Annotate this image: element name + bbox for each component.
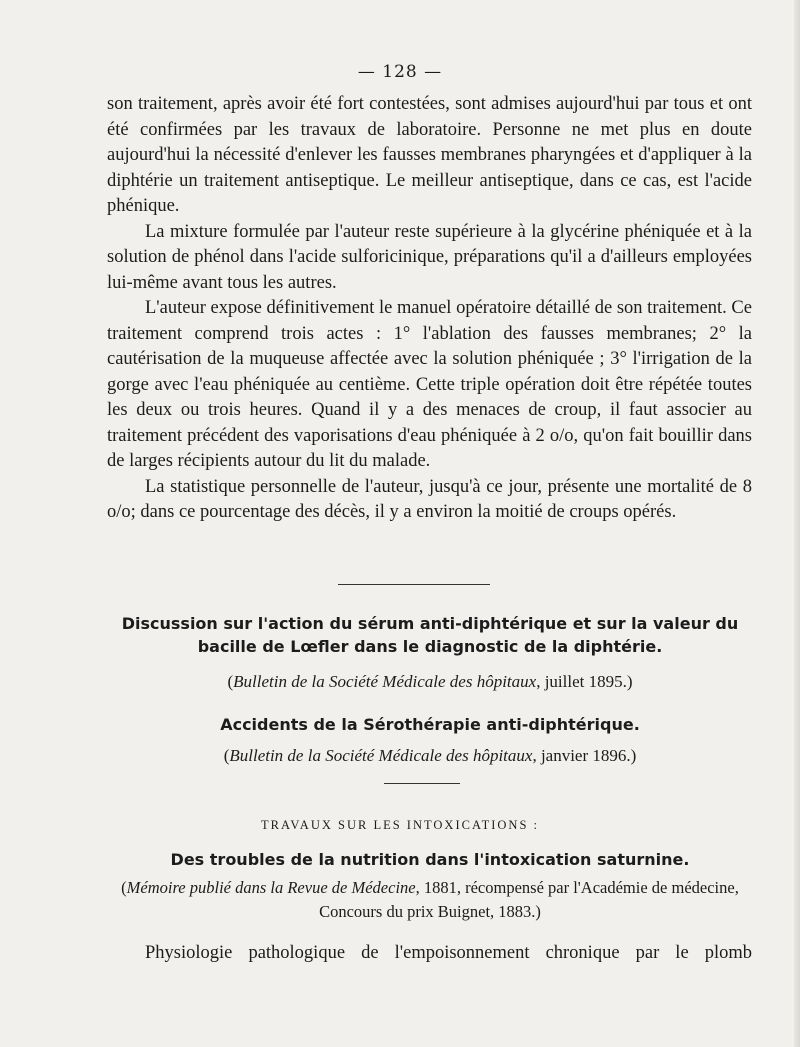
ref-paren: ( <box>227 672 234 691</box>
ref-journal: Bulletin de la Société Médicale des hôpitaux <box>229 746 533 765</box>
ref-details: , 1881, récompensé par l'Académie de médecine, <box>415 878 739 897</box>
section-divider <box>384 783 460 784</box>
entry-reference <box>100 876 760 900</box>
section-heading: TRAVAUX SUR LES INTOXICATIONS : <box>261 818 539 832</box>
paragraph-continued: son traitement, après avoir été fort contestées, sont admises aujourd'hui par tous et ont été confirmées par les travaux de laboratoire. Personne ne met plus en doute aujourd'hui la nécessité d'enlever les fausses membranes pharyngées et d'appliquer à la diphtérie un traitement antiseptique. Le meilleur antiseptique, dans ce cas, est l'acide phénique. <box>107 94 752 216</box>
ref-date: , janvier 1896.) <box>532 746 637 765</box>
ref-paren: ( <box>121 878 127 897</box>
publication-reference <box>100 744 760 768</box>
page-number: — 128 — <box>357 62 443 82</box>
entry-title: Des troubles de la nutrition dans l'intoxication saturnine. <box>170 850 690 869</box>
publication-reference <box>100 670 760 694</box>
ref-journal: Bulletin de la Société Médicale des hôpitaux <box>233 672 537 691</box>
closing-line: Physiologie pathologique de l'empoisonnement chronique par le plomb <box>145 943 752 963</box>
ref-paren: ( <box>223 746 230 765</box>
ref-journal: Mémoire publié dans la Revue de Médecine <box>126 878 416 897</box>
entry-reference-line2: Concours du prix Buignet, 1883.) <box>319 902 541 921</box>
main-text <box>107 92 752 526</box>
ref-date: , juillet 1895.) <box>536 672 633 691</box>
paragraph-statistics: La statistique personnelle de l'auteur, jusqu'à ce jour, présente une mortalité de 8 o/o; dans ce pourcentage des décès, il y a environ la moitié de croups opérés. <box>107 476 752 522</box>
publication-title: Discussion sur l'action du sérum anti-diphtérique et sur la valeur du bacille de Lœfler dans le diagnostic de la diphtérie. <box>121 614 739 656</box>
paragraph-mixture: La mixture formulée par l'auteur reste supérieure à la glycérine phéniquée et à la solution de phénol dans l'acide sulforicinique, préparations qu'il a d'ailleurs employées lui-même avant tous les autres. <box>107 221 752 293</box>
section-divider <box>338 584 490 585</box>
publication-title: Accidents de la Sérothérapie anti-diphtérique. <box>220 715 640 734</box>
scan-edge <box>794 0 800 1047</box>
paragraph-procedure: L'auteur expose définitivement le manuel opératoire détaillé de son traitement. Ce traitement comprend trois actes : 1° l'ablation des fausses membranes; 2° la cautérisation de la muqueuse affectée avec la solution phéniquée ; 3° l'irrigation de la gorge avec l'eau phéniquée au centième. Cette triple opération doit être répétée toutes les deux ou trois heures. Quand il y a des menaces de croup, il faut associer au traitement précédent des vaporisations d'eau phéniquée à 2 o/o, qu'on fait bouillir dans de larges récipients autour du lit du malade. <box>107 298 752 471</box>
